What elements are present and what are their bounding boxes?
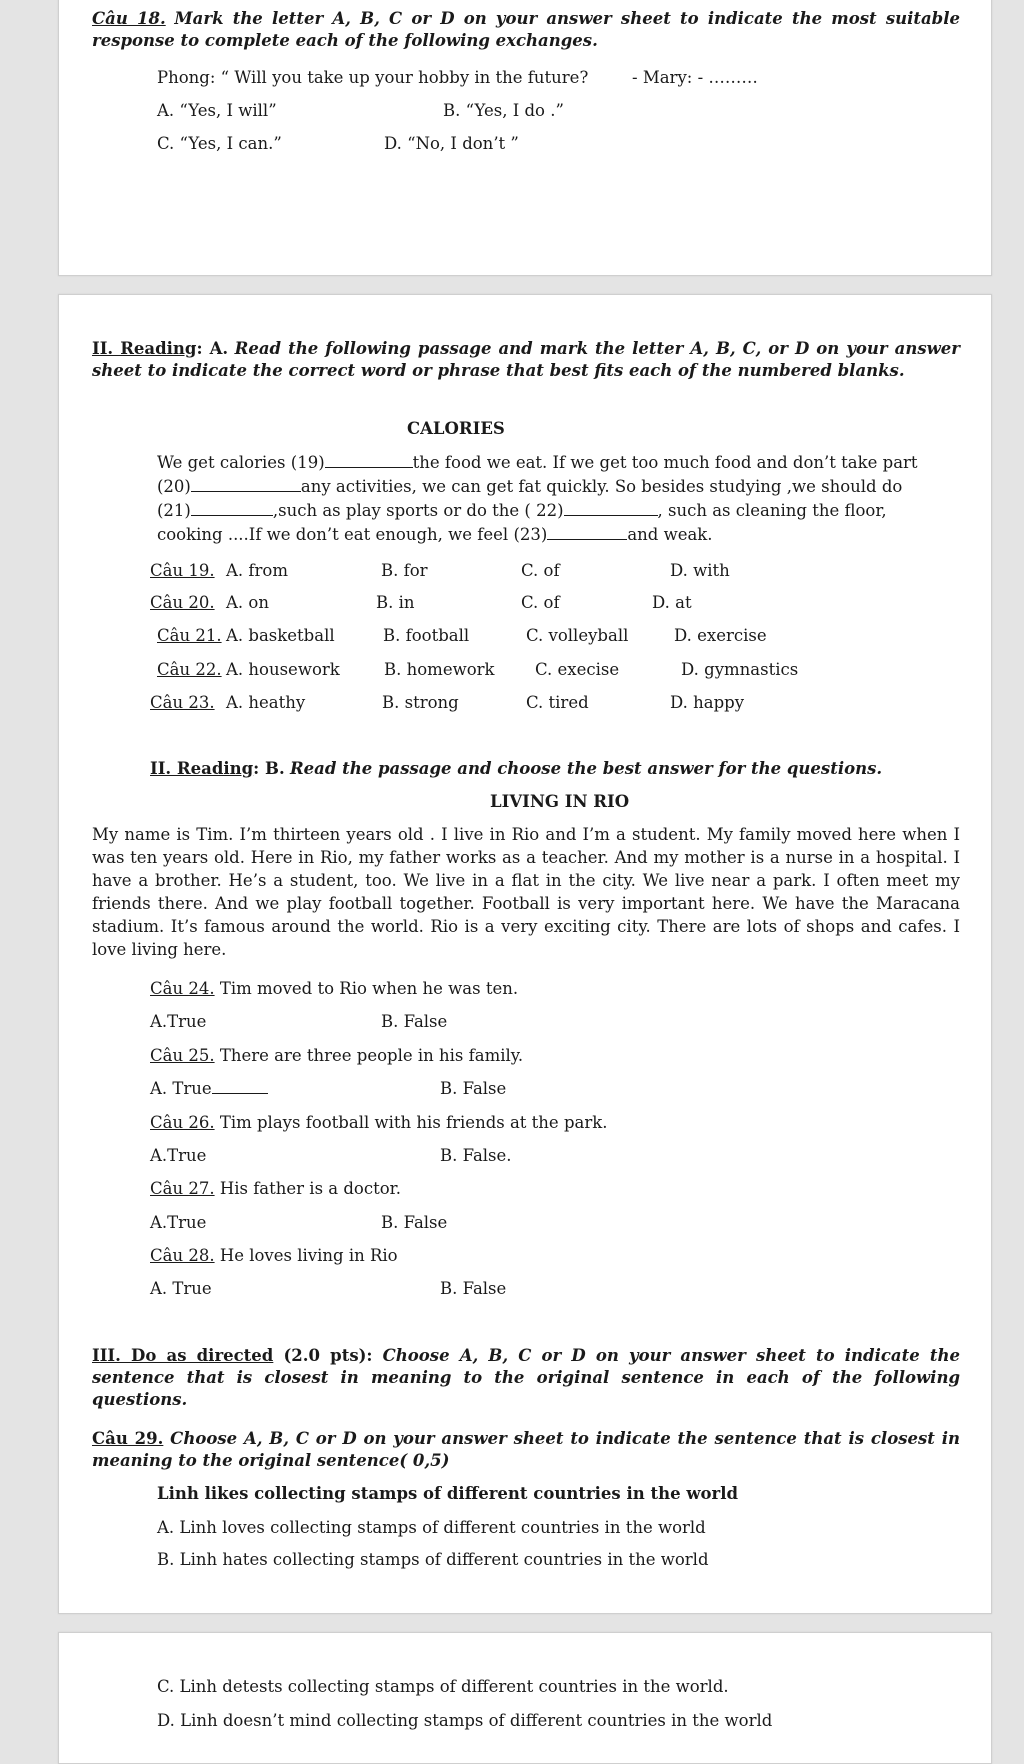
calories-l1a: We get calories (19)	[157, 453, 325, 472]
q25-number: Câu 25.	[150, 1046, 215, 1065]
q19-option-a: A. from	[226, 561, 288, 580]
q24	[150, 978, 518, 1000]
q28-option-a: A. True	[150, 1279, 212, 1298]
q20-option-a: A. on	[226, 593, 269, 612]
q26-option-b: B. False.	[440, 1146, 512, 1165]
q29-number: Câu 29.	[92, 1429, 164, 1448]
reading-b-heading	[150, 758, 882, 780]
calories-title: CALORIES	[407, 419, 505, 438]
calories-l4a: cooking ....If we don’t eat enough, we feel (23)	[157, 525, 548, 544]
calories-l4b: and weak.	[627, 525, 713, 544]
calories-l3c: , such as cleaning the floor,	[657, 501, 887, 520]
q23-option-d: D. happy	[670, 693, 745, 712]
q18-option-d: D. “No, I don’t ”	[384, 134, 519, 153]
q25-option-b: B. False	[440, 1079, 507, 1098]
q26-text: Tim plays football with his friends at the park.	[214, 1113, 608, 1132]
q29-option-a: A. Linh loves collecting stamps of different countries in the world	[157, 1518, 706, 1537]
calories-line-1	[157, 452, 918, 474]
q18-prompt: Phong: “ Will you take up your hobby in the future?	[157, 68, 589, 87]
q23-option-b: B. strong	[382, 693, 459, 712]
q25-blank	[212, 1079, 268, 1094]
q22-option-d: D. gymnastics	[681, 660, 799, 679]
q24-text: Tim moved to Rio when he was ten.	[214, 979, 519, 998]
section-3-instruction: Choose A, B, C or D on your answer sheet to indicate the sentence that is closest in meaning to the original sentence in each of the following questions.	[92, 1346, 960, 1409]
q23-option-c: C. tired	[526, 693, 589, 712]
calories-l3a: (21)	[157, 501, 191, 520]
blank-21	[191, 501, 273, 516]
q23-number: Câu 23.	[150, 693, 215, 712]
q23-option-a: A. heathy	[226, 693, 306, 712]
q27-option-a: A.True	[150, 1213, 207, 1232]
rio-title: LIVING IN RIO	[490, 792, 630, 811]
section-3-heading	[92, 1345, 960, 1411]
q21-option-d: D. exercise	[674, 626, 767, 645]
q26	[150, 1112, 607, 1134]
reading-b-label: : B.	[253, 759, 285, 778]
q21-option-b: B. football	[383, 626, 470, 645]
q28-text: He loves living in Rio	[214, 1246, 398, 1265]
q27-option-b: B. False	[381, 1213, 448, 1232]
q29-heading	[92, 1428, 960, 1472]
blank-19	[325, 453, 413, 468]
q28-option-b: B. False	[440, 1279, 507, 1298]
q19-option-c: C. of	[521, 561, 560, 580]
calories-line-4	[157, 524, 713, 546]
calories-l2b: any activities, we can get fat quickly. So besides studying ,we should do	[300, 477, 903, 496]
q27-text: His father is a doctor.	[214, 1179, 401, 1198]
calories-l2a: (20)	[157, 477, 191, 496]
q18-heading	[92, 8, 960, 52]
q25-option-a	[150, 1078, 268, 1100]
q25-option-a-label: A. True	[150, 1079, 212, 1098]
reading-a-label: : A.	[196, 339, 229, 358]
q28-number: Câu 28.	[150, 1246, 215, 1265]
q18-instruction: Mark the letter A, B, C or D on your answer sheet to indicate the most suitable response to complete each of the following exchanges.	[92, 9, 960, 50]
q19-option-d: D. with	[670, 561, 730, 580]
rio-passage: My name is Tim. I’m thirteen years old . I live in Rio and I’m a student. My family moved here when I was ten years old. Here in Rio, my father works as a teacher. And my mother is a nurse in a hospital. I have a brother. He’s a student, too. We live in a flat in the city. We live near a park. I often meet my friends there. And we play football together. Football is very important here. We have the Maracana stadium. It’s famous around the world. Rio is a very exciting city. There are lots of shops and cafes. I love living here.	[92, 825, 960, 959]
q26-option-a: A.True	[150, 1146, 207, 1165]
calories-line-2	[157, 476, 902, 498]
q29-option-d: D. Linh doesn’t mind collecting stamps of different countries in the world	[157, 1711, 773, 1730]
q29-option-c: C. Linh detests collecting stamps of different countries in the world.	[157, 1677, 729, 1696]
reading-b-instruction: Read the passage and choose the best answer for the questions.	[289, 759, 883, 778]
q19-number: Câu 19.	[150, 561, 215, 580]
section-3-title: III. Do as directed	[92, 1346, 274, 1365]
q21-option-a: A. basketball	[226, 626, 335, 645]
section-3-points: (2.0 pts):	[273, 1346, 373, 1365]
q18-number: Câu 18.	[92, 9, 166, 28]
q28	[150, 1245, 398, 1267]
q20-number: Câu 20.	[150, 593, 215, 612]
q21-number: Câu 21.	[157, 626, 222, 645]
calories-l1b: the food we eat. If we get too much food and don’t take part	[412, 453, 918, 472]
q26-number: Câu 26.	[150, 1113, 215, 1132]
reading-a-section: II. Reading	[92, 339, 197, 358]
calories-l3b: ,such as play sports or do the ( 22)	[272, 501, 564, 520]
q22-number: Câu 22.	[157, 660, 222, 679]
blank-20	[191, 477, 301, 492]
reading-b-section: II. Reading	[150, 759, 254, 778]
q25	[150, 1045, 523, 1067]
q21-option-c: C. volleyball	[526, 626, 629, 645]
q20-option-d: D. at	[652, 593, 692, 612]
blank-22	[564, 501, 658, 516]
q20-option-c: C. of	[521, 593, 560, 612]
q29-instruction: Choose A, B, C or D on your answer sheet to indicate the sentence that is closest in meaning to the original sentence( 0,5)	[92, 1429, 960, 1470]
q24-option-a: A.True	[150, 1012, 207, 1031]
q22-option-b: B. homework	[384, 660, 495, 679]
q25-text: There are three people in his family.	[214, 1046, 524, 1065]
q24-number: Câu 24.	[150, 979, 215, 998]
q22-option-c: C. execise	[535, 660, 620, 679]
reading-a-instruction: Read the following passage and mark the letter A, B, C, or D on your answer sheet to indicate the correct word or phrase that best fits each of the numbered blanks.	[92, 339, 961, 380]
q24-option-b: B. False	[381, 1012, 448, 1031]
q18-option-a: A. “Yes, I will”	[157, 101, 277, 120]
q29-original-sentence: Linh likes collecting stamps of different countries in the world	[157, 1484, 739, 1503]
q18-option-b: B. “Yes, I do .”	[443, 101, 564, 120]
q27	[150, 1178, 401, 1200]
continuation-card	[58, 1632, 992, 1764]
q29-option-b: B. Linh hates collecting stamps of different countries in the world	[157, 1550, 709, 1569]
q18-option-c: C. “Yes, I can.”	[157, 134, 282, 153]
q20-option-b: B. in	[376, 593, 415, 612]
q22-option-a: A. housework	[226, 660, 340, 679]
q27-number: Câu 27.	[150, 1179, 215, 1198]
q19-option-b: B. for	[381, 561, 428, 580]
calories-line-3	[157, 500, 887, 522]
reading-a-heading	[92, 338, 960, 382]
blank-23	[547, 525, 627, 540]
q18-mary: - Mary: - ………	[632, 68, 758, 87]
